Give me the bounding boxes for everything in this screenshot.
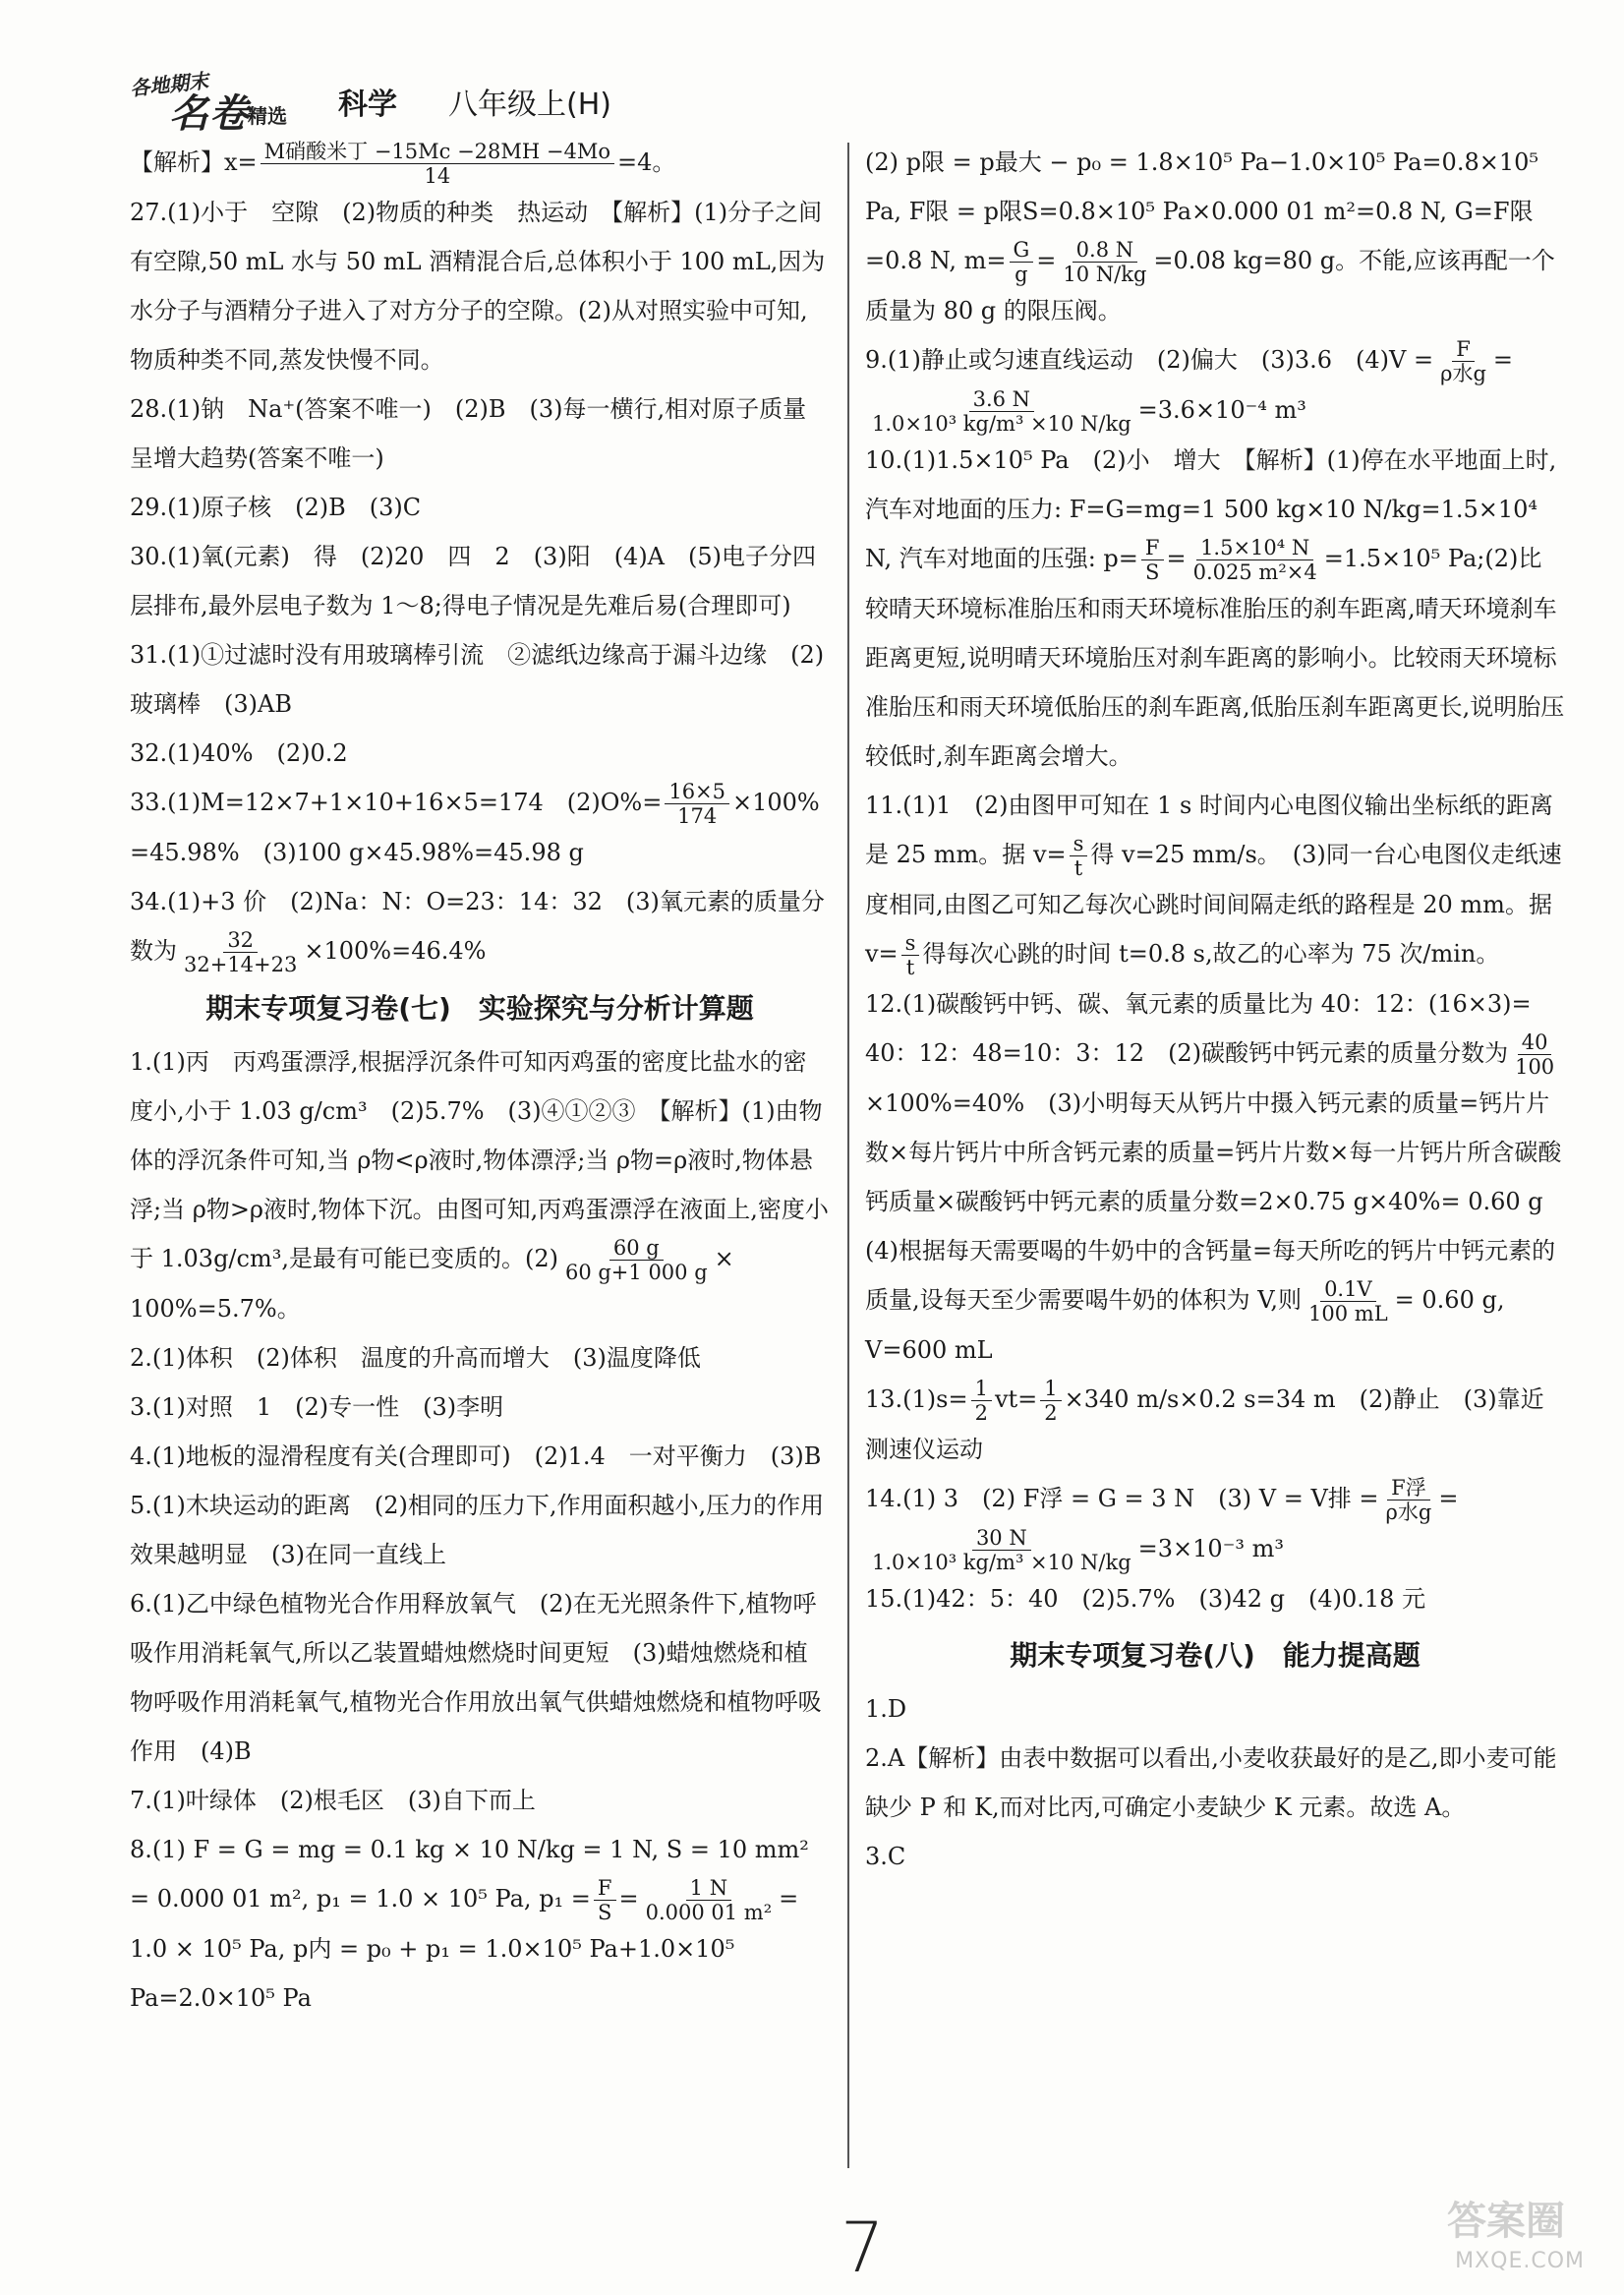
answer-8-3: 3.C bbox=[865, 1843, 906, 1870]
answer-32: 32.(1)40% (2)0.2 bbox=[130, 739, 348, 767]
answer-8-1: 1.D bbox=[865, 1695, 907, 1723]
answer-7-13: 13.(1)s= $\frac{1}{2}$ vt= $\frac{1}{2}$ ×340 m/s×0.2 s=34 m (2)静止 (3)靠近测速仪运动 bbox=[865, 1377, 1544, 1463]
answer-7-1: 1.(1)丙 丙鸡蛋漂浮,根据浮沉条件可知丙鸡蛋的密度比盐水的密度小,小于 1.03 g/cm³ (2)5.7% (3)④①②③ 【解析】(1)由物体的浮沉条件可知,当 ρ物<ρ液时,物体漂浮;当 ρ物=ρ液时,物体悬浮;当 ρ物>ρ液时,物体下沉。由图可知,丙鸡蛋漂浮在液面上,密度小于 1.03g/cm³,是最有可能已变质的。(2) $\frac{60 g}{60 g+1 000 g}$ × 100%=5.7%。 bbox=[130, 1048, 829, 1323]
left-column bbox=[130, 138, 830, 2023]
answer-7-3: 3.(1)对照 1 (2)专一性 (3)李明 bbox=[130, 1393, 504, 1421]
answer-7-6: 6.(1)乙中绿色植物光合作用释放氧气 (2)在无光照条件下,植物呼吸作用消耗氧气,所以乙装置蜡烛燃烧时间更短 (3)蜡烛燃烧和植物呼吸作用消耗氧气,植物光合作用放出氧气供蜡烛燃烧和植物呼吸作用 (4)B bbox=[130, 1590, 822, 1765]
answer-7-5: 5.(1)木块运动的距离 (2)相同的压力下,作用面积越小,压力的作用效果越明显 (3)在同一直线上 bbox=[130, 1492, 825, 1568]
answer-27: 27.(1)小于 空隙 (2)物质的种类 热运动 【解析】(1)分子之间有空隙,50 mL 水与 50 mL 酒精混合后,总体积小于 100 mL,因为水分子与酒精分子进入了对方分子的空隙。(2)从对照实验中可知,物质种类不同,蒸发快慢不同。 bbox=[130, 199, 826, 374]
answer-7-15: 15.(1)42：5：40 (2)5.7% (3)42 g (4)0.18 元 bbox=[865, 1585, 1426, 1613]
answer-34: 34.(1)+3 价 (2)Na：N：O=23：14：32 (3)氧元素的质量分数为 $\frac{32}{32+14+23}$ ×100%=46.4% bbox=[130, 888, 825, 976]
answer-7-9: 9.(1)静止或匀速直线运动 (2)偏大 (3)3.6 (4)V = $\frac{F}{\text{ρ水g}}$ = $\frac{3.6 N}{\text{1.0×10³ kg/m³ ×10 N/kg}}$ =3.6×10⁻⁴ m³ bbox=[865, 337, 1514, 436]
page-header bbox=[129, 68, 611, 137]
watermark-url: MXQE.COM bbox=[1455, 2249, 1585, 2273]
answer-7-12: 12.(1)碳酸钙中钙、碳、氧元素的质量比为 40：12：(16×3)= 40：12：48=10：3：12 (2)碳酸钙中钙元素的质量分数为 $\frac{40}{100}$ ×100%=40% (3)小明每天从钙片中摄入钙元素的质量=钙片片数×每片钙片中所含钙元素的质量=钙片片数×每一片钙片所含碳酸钙质量×碳酸钙中钙元素的质量分数=2×0.75 g×40%= 0.60 g (4)根据每天需要喝的牛奶中的含钙量=每天所吃的钙片中钙元素的质量,设每天至少需要喝牛奶的体积为 V,则 $\frac{0.1V}{100 mL}$ = 0.60 g, V=600 mL bbox=[865, 990, 1567, 1364]
answer-7-2: 2.(1)体积 (2)体积 温度的升高而增大 (3)温度降低 bbox=[130, 1344, 701, 1372]
answer-28: 28.(1)钠 Na⁺(答案不唯一) (2)B (3)每一横行,相对原子质量呈增大趋势(答案不唯一) bbox=[130, 395, 807, 472]
answer-7-10: 10.(1)1.5×10⁵ Pa (2)小 增大 【解析】(1)停在水平地面上时,汽车对地面的压力: F=G=mg=1 500 kg×10 N/kg=1.5×10⁴ N, 汽车对地面的压强: p= $\frac{F}{S}$ = $\frac{\text{1.5×10⁴ N}}{\text{0.025 m²×4}}$ =1.5×10⁵ Pa;(2)比较晴天环境标准胎压和雨天环境标准胎压的刹车距离,晴天环境刹车距离更短,说明晴天环境胎压对刹车距离的影响小。比较雨天环境标准胎压和雨天环境低胎压的刹车距离,低胎压刹车距离更长,说明胎压较低时,刹车距离会增大。 bbox=[865, 446, 1565, 770]
answer-31: 31.(1)①过滤时没有用玻璃棒引流 ②滤纸边缘高于漏斗边缘 (2)玻璃棒 (3)AB bbox=[130, 641, 825, 718]
page-number: 7 bbox=[841, 2207, 885, 2288]
answer-7-11: 11.(1)1 (2)由图甲可知在 1 s 时间内心电图仪输出坐标纸的距离是 25 mm。据 v= $\frac{s}{t}$ 得 v=25 mm/s。 (3)同一台心电图仪走纸速度相同,由图乙可知乙每次心跳时间间隔走纸的路程是 20 mm。据 v= $\frac{s}{t}$ 得每次心跳的时间 t=0.8 s,故乙的心率为 75 次/min。 bbox=[865, 792, 1562, 979]
watermark bbox=[1447, 2197, 1595, 2285]
answer-33: 33.(1)M=12×7+1×10+16×5=174 (2)O%= $\frac{16\times 5}{174}$ ×100% =45.98% (3)100 g×45.98%=45.98 g bbox=[130, 780, 820, 866]
answer-7-14: 14.(1) 3 (2) F浮 = G = 3 N (3) V = V排 = $\frac{\text{F浮}}{\text{ρ水g}}$ = $\frac{30 N}{\text{1.0×10³ kg/m³ ×10 N/kg}}$ =3×10⁻³ m³ bbox=[865, 1476, 1459, 1574]
right-column bbox=[865, 138, 1565, 1881]
column-divider bbox=[847, 143, 849, 2168]
series-logo: 各地期末 名卷 精选 bbox=[129, 68, 287, 137]
answer-29: 29.(1)原子核 (2)B (3)C bbox=[130, 494, 422, 521]
grade-label: 八年级上(H) bbox=[448, 88, 611, 122]
answer-7-8-part2: (2) p限 = p最大 − p₀ = 1.8×10⁵ Pa−1.0×10⁵ Pa=0.8×10⁵ Pa, F限 = p限S=0.8×10⁵ Pa×0.000 01 m²=0.8 N, G=F限=0.8 N, m= $\frac{G}{g}$ = $\frac{0.8 N}{10 N/kg}$ =0.08 kg=80 g。不能,应该再配一个质量为 80 g 的限压阀。 bbox=[865, 148, 1555, 324]
section-title-7: 期末专项复习卷(七) 实验探究与分析计算题 bbox=[205, 992, 754, 1025]
subject-label: 科学 bbox=[338, 88, 397, 122]
answer-7-8: 8.(1) F = G = mg = 0.1 kg × 10 N/kg = 1 N, S = 10 mm² = 0.000 01 m², p₁ = 1.0 × 10⁵ Pa, p₁ = $\frac{F}{S}$ = $\frac{1 N}{\text{0.000 01 m²}}$ = 1.0 × 10⁵ Pa, p内 = p₀ + p₁ = 1.0×10⁵ Pa+1.0×10⁵ Pa=2.0×10⁵ Pa bbox=[130, 1836, 809, 2012]
section-title-8: 期末专项复习卷(八) 能力提高题 bbox=[1010, 1639, 1421, 1672]
answer-7-7: 7.(1)叶绿体 (2)根毛区 (3)自下而上 bbox=[130, 1787, 536, 1814]
answer-7-4: 4.(1)地板的湿滑程度有关(合理即可) (2)1.4 一对平衡力 (3)B bbox=[130, 1442, 822, 1470]
answer-8-2: 2.A【解析】由表中数据可以看出,小麦收获最好的是乙,即小麦可能缺少 P 和 K,而对比丙,可确定小麦缺少 K 元素。故选 A。 bbox=[865, 1744, 1557, 1821]
answer-26-analysis: 【解析】x= $\frac{\text{M硝酸米丁 −15Mc −28MH −4Mo}}{14}$ =4。 bbox=[130, 140, 676, 188]
answer-30: 30.(1)氧(元素) 得 (2)20 四 2 (3)阳 (4)A (5)电子分四层排布,最外层电子数为 1～8;得电子情况是先难后易(合理即可) bbox=[130, 543, 817, 619]
watermark-logo: 答案圈 bbox=[1447, 2199, 1565, 2244]
